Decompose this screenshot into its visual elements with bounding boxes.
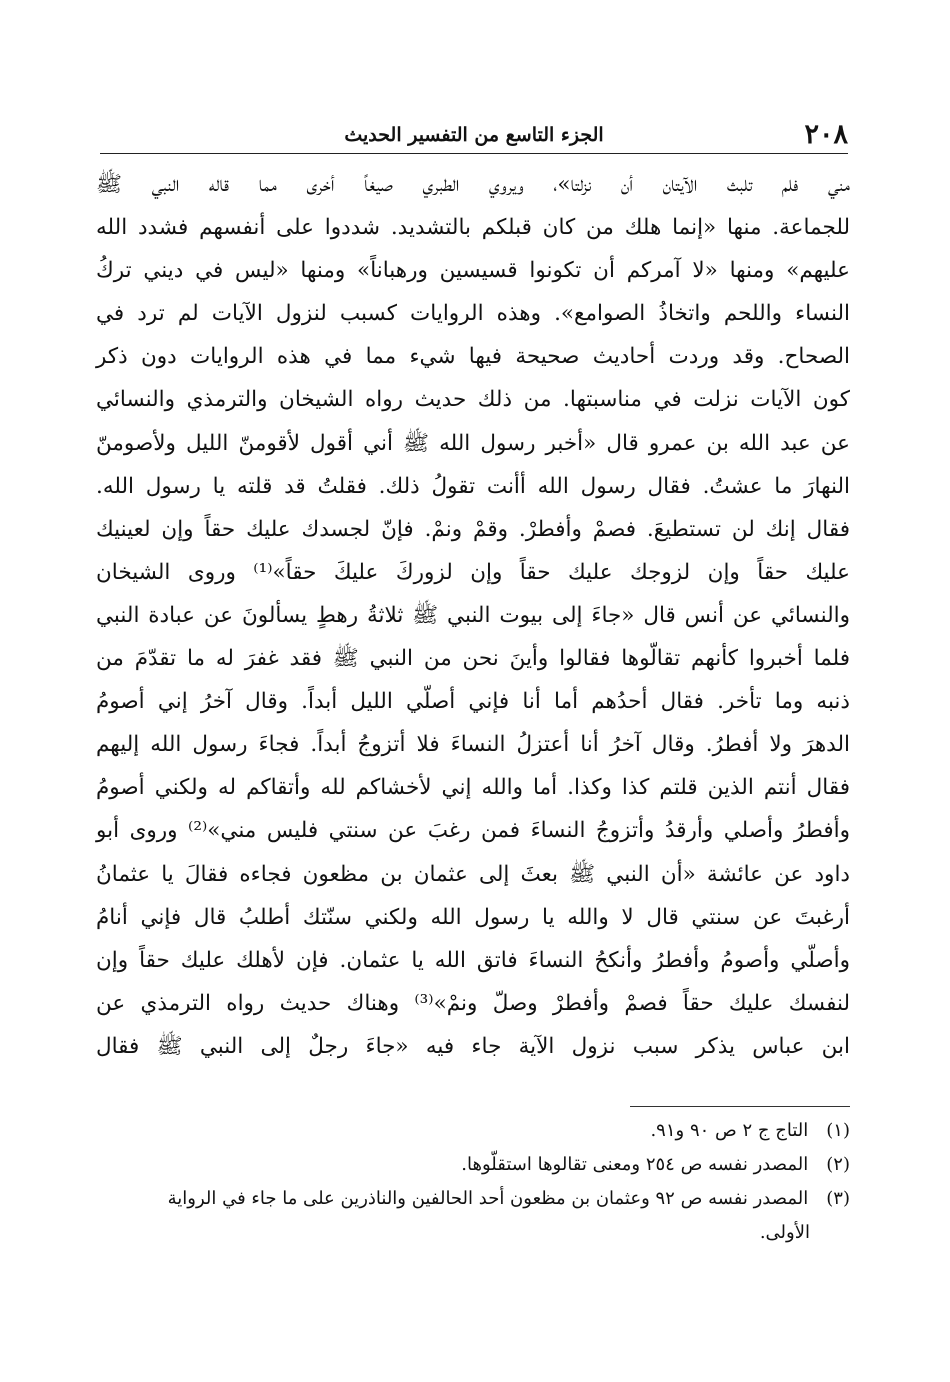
text-line: فقال أنتم الذين قلتم كذا وكذا. أما والله إني لأخشاكم لله وأتقاكم له ولكني أصومُ — [96, 775, 850, 801]
footnote-3 — [96, 1182, 850, 1216]
footnote-3-continuation: الأولى. — [759, 1222, 810, 1243]
text-line: فلما أخبروا كأنهم تقالّوها فقالوا وأينَ نحن من النبي ﷺ فقد غفرَ له ما تقدّمَ من — [96, 646, 850, 672]
footnote-marker: (٣) — [826, 1188, 850, 1209]
text-line: وأفطرُ وأصلي وأرقدُ وأتزوجُ النساءَ فمن رغبَ عن سنتي فليس مني»⁽²⁾ وروى أبو — [96, 818, 850, 844]
text-line: والنسائي عن أنس قال «جاءَ إلى بيوت النبي ﷺ ثلاثةُ رهطٍ يسألونَ عن عبادة النبي — [96, 602, 850, 628]
text-line: أرغبتَ عن سنتي قال لا والله يا رسول الله ولكني سنّتك أطلبُ قال فإني أنامُ — [96, 904, 850, 930]
header-divider — [100, 153, 848, 154]
text-line: داود عن عائشة «أن النبي ﷺ بعثَ إلى عثمان بن مظعون فجاءه فقالَ يا عثمانُ — [96, 861, 850, 887]
footnote-divider — [630, 1106, 850, 1107]
text-line: كون الآيات نزلت في مناسبتها. من ذلك حديث رواه الشيخان والترمذي والنسائي — [96, 387, 850, 413]
footnote-marker: (٢) — [826, 1154, 850, 1175]
running-title: الجزء التاسع من التفسير الحديث — [344, 124, 604, 146]
footnote-2 — [96, 1148, 850, 1182]
text-line: مني فلم تلبث الآيتان أن نزلتا»، ويروي الطبري صيغاً أخرى مما قاله النبي ﷺ — [96, 172, 850, 197]
footnote-text: المصدر نفسه ص ٩٢ وعثمان بن مظعون أحد الحالفين والناذرين على ما جاء في الرواية — [167, 1188, 809, 1209]
footnote-marker: (١) — [826, 1120, 850, 1141]
text-line: للجماعة. منها «إنما هلك من كان قبلكم بالتشديد. شددوا على أنفسهم فشدد الله — [96, 215, 850, 241]
footnotes — [96, 1114, 850, 1250]
text-line: ذنبه وما تأخر. فقال أحدُهم أما أنا فإني أصلّي الليل أبداً. وقال آخرُ إني أصومُ — [96, 689, 850, 715]
main-text — [96, 163, 850, 1068]
footnote-text: التاج ج ٢ ص ٩٠ و٩١. — [650, 1120, 809, 1141]
text-line: النهارَ ما عشتُ. فقال رسول الله أأنت تقولُ ذلك. فقلتُ قد قلته يا رسول الله. — [96, 473, 850, 499]
text-line: النساء واللحم واتخاذُ الصوامع». وهذه الروايات كسبب لنزول الآيات لم ترد في — [96, 301, 850, 327]
page-number: ٢٠٨ — [804, 119, 848, 150]
text-line: الدهرَ ولا أفطرُ. وقال آخرُ أنا أعتزلُ النساءَ فلا أتزوجُ أبداً. فجاءَ رسول الله إليهم — [96, 732, 850, 758]
text-line: الصحاح. وقد وردت أحاديث صحيحة فيها شيء مما في هذه الروايات دون ذكر — [96, 344, 850, 370]
text-line: عليك حقاً وإن لزوجك عليك حقاً وإن لزوركَ عليكَ حقاً»⁽¹⁾ وروى الشيخان — [96, 559, 850, 585]
footnote-1 — [96, 1114, 850, 1148]
text-line: وأصلّي وأصومُ وأفطرُ وأنكحُ النساءَ فاتق الله يا عثمان. فإن لأهلك عليك حقاً وإن — [96, 947, 850, 973]
text-line: فقال إنك لن تستطيعَ. فصمْ وأفطرْ. وقمْ ونمْ. فإنّ لجسدك عليك حقاً وإن لعينيك — [96, 516, 850, 542]
text-line: ابن عباس يذكر سبب نزول الآية جاء فيه «جاءَ رجلٌ إلى النبي ﷺ فقال — [96, 1033, 850, 1059]
footnote-text: المصدر نفسه ص ٢٥٤ ومعنى تقالوها استقلّوها. — [461, 1154, 809, 1175]
text-line: لنفسك عليك حقاً فصمْ وأفطرْ وصلّ ونمْ»⁽³⁾ وهناك حديث رواه الترمذي عن — [96, 990, 851, 1016]
text-line: عن عبد الله بن عمرو قال «أخبر رسول الله ﷺ أني أقول لأقومنّ الليل ولأصومنّ — [96, 430, 850, 456]
page-header — [100, 118, 848, 152]
text-line: عليهم» ومنها «لا آمركم أن تكونوا قسيسين ورهباناً» ومنها «ليس في ديني تركُ — [96, 258, 850, 284]
